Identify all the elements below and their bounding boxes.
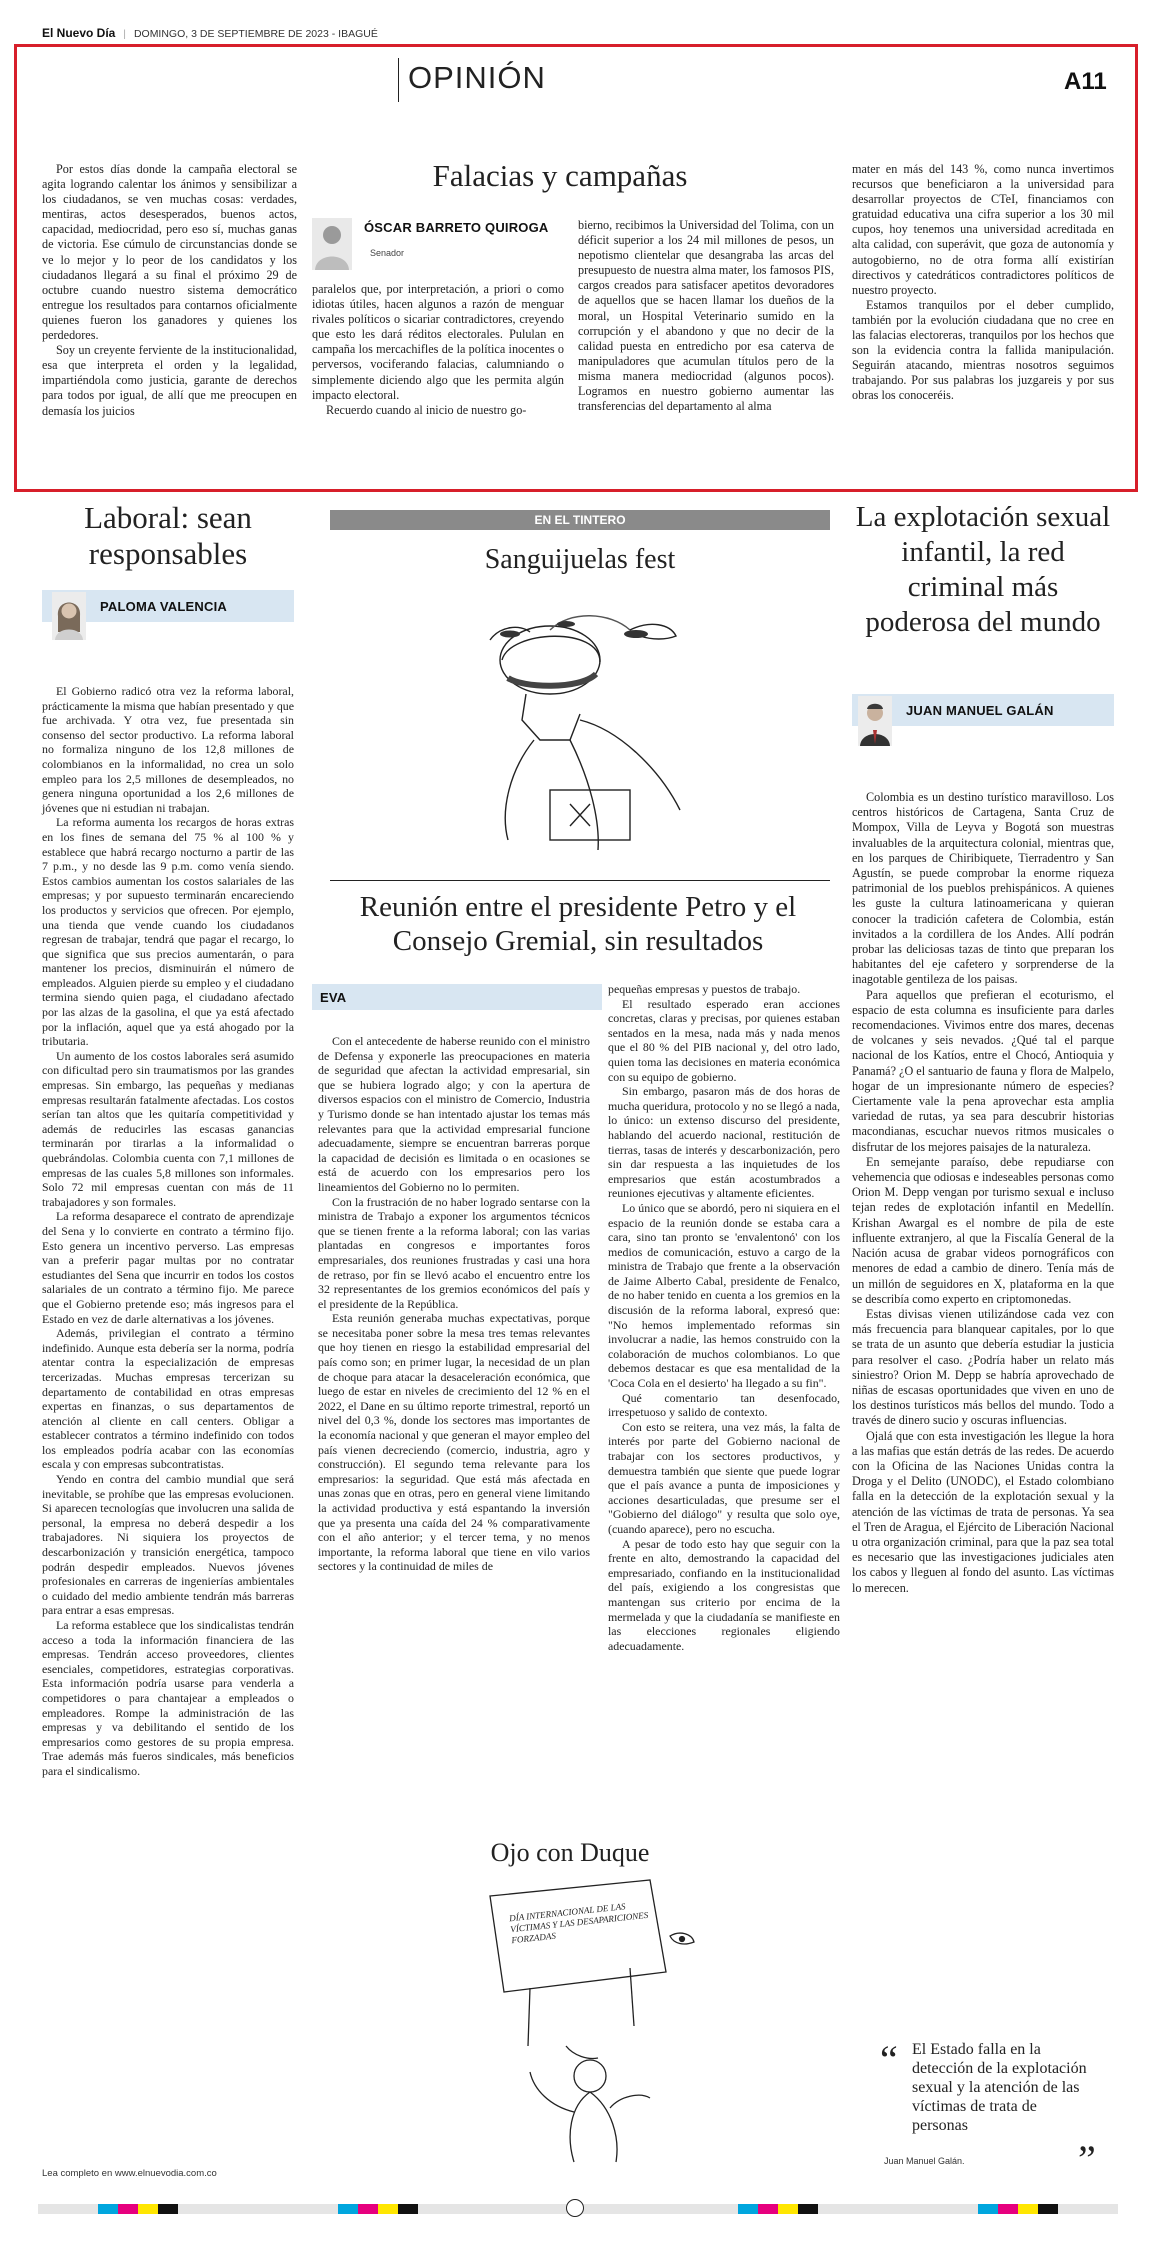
paragraph: Con la frustración de no haber logrado sentarse con la ministra de Trabajo a exponer los argumentos técnicos que se tienen frente a la reforma laboral; con las varias plantadas en congresos e importantes foros empresariales, dos reuniones frustradas y casi una hora de retraso, por fin se llevó acabo el encuentro entre los 32 representantes de los gremios económicos del país y el presidente de la República.: [318, 1194, 590, 1311]
quote-close-mark: ”: [1078, 2137, 1096, 2182]
featured-headline: Falacias y campañas: [432, 158, 688, 193]
cartoon2-illustration: [470, 1876, 730, 2166]
paragraph: Sin embargo, pasaron más de dos horas de mucha queridura, protocolo y no se llegó a nada, lo único: un extenso discurso del presidente, hablando del acuerdo nacional, restitución de tierras, tasas de interés y descarbonización, pero sin dar respuesta a las inquietudes de los empresarios que están acostumbrados a reuniones ejecutivas y altamente eficientes.: [608, 1084, 840, 1201]
cartoon2-sign-text: DÍA INTERNACIONAL DE LAS VÍCTIMAS Y LAS DESAPARICIONES FORZADAS: [508, 1901, 649, 1946]
pull-quote: El Estado falla en la detección de la explotación sexual y la atención de las víctimas de trata de personas: [912, 2041, 1087, 2134]
right-body: [852, 790, 1114, 1596]
paragraph: Además, privilegian el contrato a término indefinido. Aunque esta debería ser la norma, podría atentar contra la especialización de empresas tercerizadas. Muchas empresas tercerizan su departamento de contabilidad en otras empresas expertas en finanzas, o sus departamentos de atención al cliente en call centers. Obligar a establecer contratos a término indefinido con todos los empleados podría acabar con las economías escala y con empresas subcontratistas.: [42, 1326, 294, 1472]
paragraph: Soy un creyente ferviente de la institucionalidad, esa que interpreta el orden y la legalidad, impartiéndola como justicia, garante de derechos para todos por igual, de allí que me preocupen en demasía los juicios: [42, 343, 297, 418]
author-photo: [52, 592, 86, 640]
registration-mark-icon: [566, 2199, 584, 2217]
kicker-label: EN EL TINTERO: [534, 513, 626, 527]
featured-author: ÓSCAR BARRETO QUIROGA: [364, 220, 549, 235]
section-title-divider: [398, 58, 399, 102]
right-headline: La explotación sexual infantil, la red criminal más poderosa del mundo: [855, 501, 1111, 638]
paragraph: Por estos días donde la campaña electoral se agita logrando calentar los ánimos y sensibilizar a los ciudadanos, se ven muchas cosas: verdades, mentiras, actos desesperados, buenos actos, capacidad, mediocridad, pero eso sí, muchas ganas de victoria. Ese cúmulo de circunstancias donde se ve lo mejor y lo peor de los candidatos y los ciudadanos llegará a su final el próximo 29 de octubre cuando nuestro sistema democrático entregue los resultados para contarnos oficialmente quienes fueron los ganadores y quienes los perdedores.: [42, 162, 297, 343]
paragraph: bierno, recibimos la Universidad del Tolima, con un déficit superior a los 24 mil millones de pesos, un nepotismo clientelar que desangraba las arcas del presupuesto de nuestra alma mater, los famosos PIS, cargos creados para satisfacer apetitos devoradores de aquellos que se hacen llamar los dueños de la moral, un Hospital Veterinario sumido en la corrupción y el abandono y que no decir de la calidad puesta en entredicho por esa caterva de manipuladores que acumulan títulos pero de la misma manera mediocridad (algunos pocos). Logramos en nuestro gobierno aumentar las transferencias del departamento al alma: [578, 218, 834, 414]
left-headline: Laboral: sean responsables: [84, 500, 252, 571]
section-title: OPINIÓN: [408, 60, 546, 95]
quote-open-mark: “: [880, 2037, 898, 2082]
center-headline: Reunión entre el presidente Petro y el Consejo Gremial, sin resultados: [359, 891, 797, 957]
paragraph: El Gobierno radicó otra vez la reforma laboral, prácticamente la misma que habían presentado y que fue archivada. Y otra vez, fue presentada sin consenso del sector productivo. La reforma laboral no formaliza ninguno de los 12,8 millones de colombianos en la informalidad, no crea un solo empleo para los 2,5 millones de desempleados, no genera ninguna oportunidad a los 2,6 millones de jóvenes que ni estudian ni trabajan.: [42, 684, 294, 815]
paragraph: mater en más del 143 %, como nunca invertimos recursos que beneficiaron a la universidad para desarrollar proyectos de CTeI, financiamos con gratuidad educativa una cifra superior a los 30 mil cupos, hoy tenemos una universidad acreditada en alta calidad, con superávit, que goza de autonomía y autogobierno, no de otra forma allí existirían directivos y catedráticos contradictores políticos de nuestro proyecto.: [852, 162, 1114, 297]
author-photo-icon: [312, 218, 352, 270]
paragraph: paralelos que, por interpretación, a priori o como idiotas útiles, hacen algunos a razón de menguar rivales políticos o sicariar contradictores, creyendo que esto les dará réditos electorales. Pululan en campaña los mercachifles de la política inocentes o perversos, vociferando falacias, calumniando o simplemente diciendo algo que les permita algún impacto electoral.: [312, 282, 564, 402]
paragraph: El resultado esperado eran acciones concretas, claras y precisas, por quienes estaban sentados en la mesa, nada más y nada menos que el 80 % del PIB nacional y, del otro lado, quien toma las decisiones en materia económica con su equipo de gobierno.: [608, 996, 840, 1084]
paragraph: Un aumento de los costos laborales será asumido con dificultad pero sin traumatismos por las grandes empresas. Sin embargo, las pequeñas y medianas empresas resultarán fatalmente afectadas. Los costos serían tan altos que les quitaría competitividad y además de reducirles las escasas ganancias terminarán por tirarlas a la informalidad o quebrándolas. Colombia cuenta con 7,1 millones de empresas de las cuales 5,8 millones son informales. Solo 72 mil empresas cuentan con más de 11 trabajadores y son formales.: [42, 1048, 294, 1209]
paragraph: Para aquellos que prefieran el ecoturismo, el espacio de esta columna es insuficiente para darles recomendaciones. Vivimos entre dos mares, decenas de volcanes y seis nevados. ¿Qué tal el parque nacional de los Katíos, entre el Chocó, Antioquia y Panamá? ¿O el santuario de fauna y flora de Malpelo, hogar de un impresionante número de especies? Ciertamente vale la pena aprovechar esta amplia variedad de rutas, ya sea para descubrir historias macondianas, escuchar nuevos ritmos musicales o disfrutar de los mejores paisajes de la naturaleza.: [852, 987, 1114, 1154]
paragraph: Colombia es un destino turístico maravilloso. Los centros históricos de Cartagena, Santa Cruz de Mompox, Villa de Leyva y Bogotá son muestras invaluables de la arquitectura colonial, mientras que, en los parques de Chiribiquete, Tierradentro y San Agustín, se puede comprobar la enorme riqueza patrimonial de los pueblos prehispánicos. A quienes les guste la cultura latinoamericana y quieran conocer la tradición cafetera de Colombia, están invitados a la cordillera de los Andes. Allí podrán probar las deliciosas tazas de tinto que preparan los habitantes del eje cafetero y sorprenderse de la inagotable gentileza de los paisas.: [852, 790, 1114, 987]
paragraph: pequeñas empresas y puestos de trabajo.: [608, 982, 801, 996]
pull-quote-author: Juan Manuel Galán.: [884, 2156, 965, 2166]
masthead-logo: El Nuevo Día: [42, 26, 116, 40]
paragraph: A pesar de todo esto hay que seguir con la frente en alto, demostrando la capacidad del empresariado, confiando en la institucionalidad del país, exigiendo a los congresistas que mantengan sus criterio por encima de la mermelada y que la ciudadanía se manifieste en las elecciones regionales eligiendo adecuadamente.: [608, 1536, 840, 1653]
paragraph: Qué comentario tan desenfocado, irrespetuoso y salido de contexto.: [608, 1390, 840, 1420]
featured-author-role: Senador: [370, 248, 405, 258]
paragraph: Estamos tranquilos por el deber cumplido, también por la evolución ciudadana que no cree en las falacias electoreras, tranquilos por los hechos que son la evidencia contra la fallida manipulación. Seguirán atacando, mientras nosotros seguimos trabajando. Por sus palabras los juzgareis y por sus obras los conoceréis.: [852, 297, 1114, 403]
paragraph: La reforma aumenta los recargos de horas extras en los fines de semana del 75 % al 100 % y establece que habrá recargo nocturno a partir de las 7 p.m., y no desde las 9 p.m. como venía siendo. Estos cambios aumentan los costos salariales de las empresas; y por supuesto terminarán encareciendo los productos y servicios que ofrecen. Por ejemplo, una tienda que vende cuando los ciudadanos regresan de trabajar, tendrá que pagar el recargo, lo que significa que sus precios aumentarán, o para mantener los precios, disminuirán el número de empleados. Alguien pierde su empleo y el ciudadano termina siendo quien paga, el ciudadano afectado por las alzas de la gasolina, el que ya está afectado por la inflación, aquel que ya está ahogado por la tributaria.: [42, 815, 294, 1049]
center-author: EVA: [320, 990, 347, 1005]
paragraph: La reforma establece que los sindicalistas tendrán acceso a toda la información financiera de las empresas. Tendrán acceso proveedores, clientes esenciales, competidores, estrategias corporativas. Esta información podría usarse para venderla a competidores o para chantajear a empleados o empleadores. Rompe la administración de las empresas y va debilitando el sentido de los empresarios como gestores de su propia empresa. Trae además más fueros sindicales, más beneficios para el sindicalismo.: [42, 1618, 294, 1778]
author-photo-icon: [858, 696, 892, 746]
page-number: A11: [1064, 68, 1107, 95]
featured-col-1: [42, 162, 297, 419]
author-photo: [312, 218, 352, 270]
paragraph: Yendo en contra del cambio mundial que será inevitable, se prohíbe que las empresas evolucionen. Si aparecen tecnologías que involucren una salida de personal, la empresa no deberá despedir a los trabajadores. Ni siquiera los proyectos de descarbonización y transición energética, tampoco podrán despedir empleados. Nuevos jóvenes profesionales en carreras de ingenierías ambientales o cuidado del medio ambiente tendrán más barreras para entrar a esas empresas.: [42, 1472, 294, 1618]
cartoon1-illustration: [430, 590, 730, 870]
kicker-bar: [330, 510, 830, 530]
paragraph: Recuerdo cuando al inicio de nuestro go-: [326, 402, 527, 417]
paragraph: Estas divisas vienen utilizándose cada vez con más frecuencia para blanquear capitales, por lo que se trata de un asunto que debería estudiar la justicia para resolver el caso. ¿Podría haber un relato más siniestro? Orion M. Depp se habría aprovechado de niñas de escasas oportunidades que viven en uno de los destinos turísticos más bellos del mundo. Todo a través de dinero sucio y oscuras influencias.: [852, 1306, 1114, 1428]
center-col-2: [608, 982, 840, 1653]
center-col-1: [318, 1034, 590, 1574]
paragraph: La reforma desaparece el contrato de aprendizaje del Sena y lo convierte en contrato a término fijo. Esto genera un incentivo perverso. Las empresas van a preferir pagar multas por no contratar estudiantes del Sena que incurrir en todos los costos salariales de un contrato a término fijo. Me parece que el Gobierno pretende eso; más ingresos para el Estado en vez de darle alternativas a los jóvenes.: [42, 1209, 294, 1326]
cartoon2-title: Ojo con Duque: [490, 1838, 650, 1867]
center-divider: [330, 880, 830, 881]
left-footer-link[interactable]: Lea completo en www.elnuevodia.com.co: [42, 2168, 217, 2179]
left-body: [42, 684, 294, 1779]
masthead: El Nuevo Día | DOMINGO, 3 DE SEPTIEMBRE DE 2023 - IBAGUÉ: [42, 26, 378, 40]
cartoon-leech-blindfold-icon: [430, 590, 730, 870]
featured-col-2: [312, 282, 564, 418]
print-color-bar: [38, 2204, 1118, 2214]
masthead-date: DOMINGO, 3 DE SEPTIEMBRE DE 2023 - IBAGUÉ: [133, 28, 378, 40]
paragraph: Lo único que se abordó, pero ni siquiera en el espacio de la reunión donde se estaba cara a cara, sino tan pronto se 'envalentonó' con los medios de comunicación, estuvo a cargo de la ministra de Trabajo que frente a la observación de Jaime Alberto Cabal, presidente de Fenalco, de no haber tenido en cuenta a los gremios en la discusión de la reforma laboral, expresó que: "No hemos implementado reformas sin involucrar a nadie, las hemos construido con la colaboración de muchos colombianos. Lo que debemos destacar es que esa mentalidad de la 'Coca Cola en el desierto' ha llegado a su fin".: [608, 1200, 840, 1391]
left-author: PALOMA VALENCIA: [100, 599, 227, 614]
paragraph: En semejante paraíso, debe repudiarse con vehemencia que odiosas e indeseables personas como Orion M. Depp vengan por turismo sexual e incluso tejan redes de explotación infantil en Medellín. Krishan Awargal es el nombre de pila de este influente extranjero, al que la Fiscalía General de la Nación acusa de grabar videos pornográficos con menores de edad a cambio de dinero. Tenía más de un millón de seguidores en X, plataforma en la que se describía como experto en criptomonedas.: [852, 1154, 1114, 1306]
right-author: JUAN MANUEL GALÁN: [906, 703, 1054, 718]
cartoon1-title: Sanguijuelas fest: [484, 544, 676, 575]
featured-col-3: [578, 218, 834, 414]
author-photo: [858, 696, 892, 746]
center-author-bar: [312, 984, 602, 1010]
paragraph: Ojalá que con esta investigación les llegue la hora a las mafias que están detrás de las redes. De acuerdo con la Oficina de las Naciones Unidas contra la Droga y el Delito (UNODC), el Estado colombiano falla en la detección de la explotación sexual y la atención de las víctimas de trata de personas. Ya sea el Tren de Aragua, el Ejército de Liberación Nacional u otra organización criminal, para que la paz sea total es necesario que las investigaciones judiciales aten los cabos y lleguen al fondo del asunto. Las víctimas lo merecen.: [852, 1428, 1114, 1595]
featured-col-4: [852, 162, 1114, 404]
paragraph: Con esto se reitera, una vez más, la falta de interés por parte del Gobierno nacional de trabajar con los sectores productivos, y demuestra también que siente que puede lograr que el país avance a punta de imposiciones y acciones desarticuladas, que presume ser el "Gobierno del diálogo" y resulta que solo oye, (cuando aparece), pero no escucha.: [608, 1419, 840, 1536]
paragraph: Con el antecedente de haberse reunido con el ministro de Defensa y exponerle las preocupaciones en materia de seguridad que afectan la actividad empresarial, sin que se hubiera logrado algo; y con la apertura de diversos espacios con el ministro de Comercio, Industria y Turismo donde se han intentado ajustar los temas más relevantes para que la actividad empresarial funcione adecuadamente, siempre se encuentran barreras porque la capacidad de decisión es limitada o en ocasiones se está de acuerdo con los empresarios pero los lineamientos del Gobierno no lo permiten.: [318, 1034, 590, 1194]
paragraph: Esta reunión generaba muchas expectativas, porque se necesitaba poner sobre la mesa tres temas relevantes que hoy tienen en riesgo la estabilidad empresarial del país como son; en primer lugar, la necesidad de un plan de choque para atacar la desaceleración económica, que luego de estar en niveles de crecimiento del 12 % en el 2022, el Dane en su último reporte trimestral, reportó un nivel del 0,3 %, donde los sectores mas importantes de la economía nacional y que generan el mayor empleo del país vienen decreciendo (comercio, industria, agro y construcción). El segundo tema relevante para los empresarios: la seguridad. Que está más afectada en unas zonas que en otras, pero en general viene limitando la actividad productiva y está espantando la inversión que ya presenta una caída del 24 % comparativamente con el año anterior; y el tercer tema, y no menos importante, la reforma laboral que tiene en vilo varios sectores y la continuidad de miles de: [318, 1311, 590, 1574]
author-photo-icon: [52, 592, 86, 640]
